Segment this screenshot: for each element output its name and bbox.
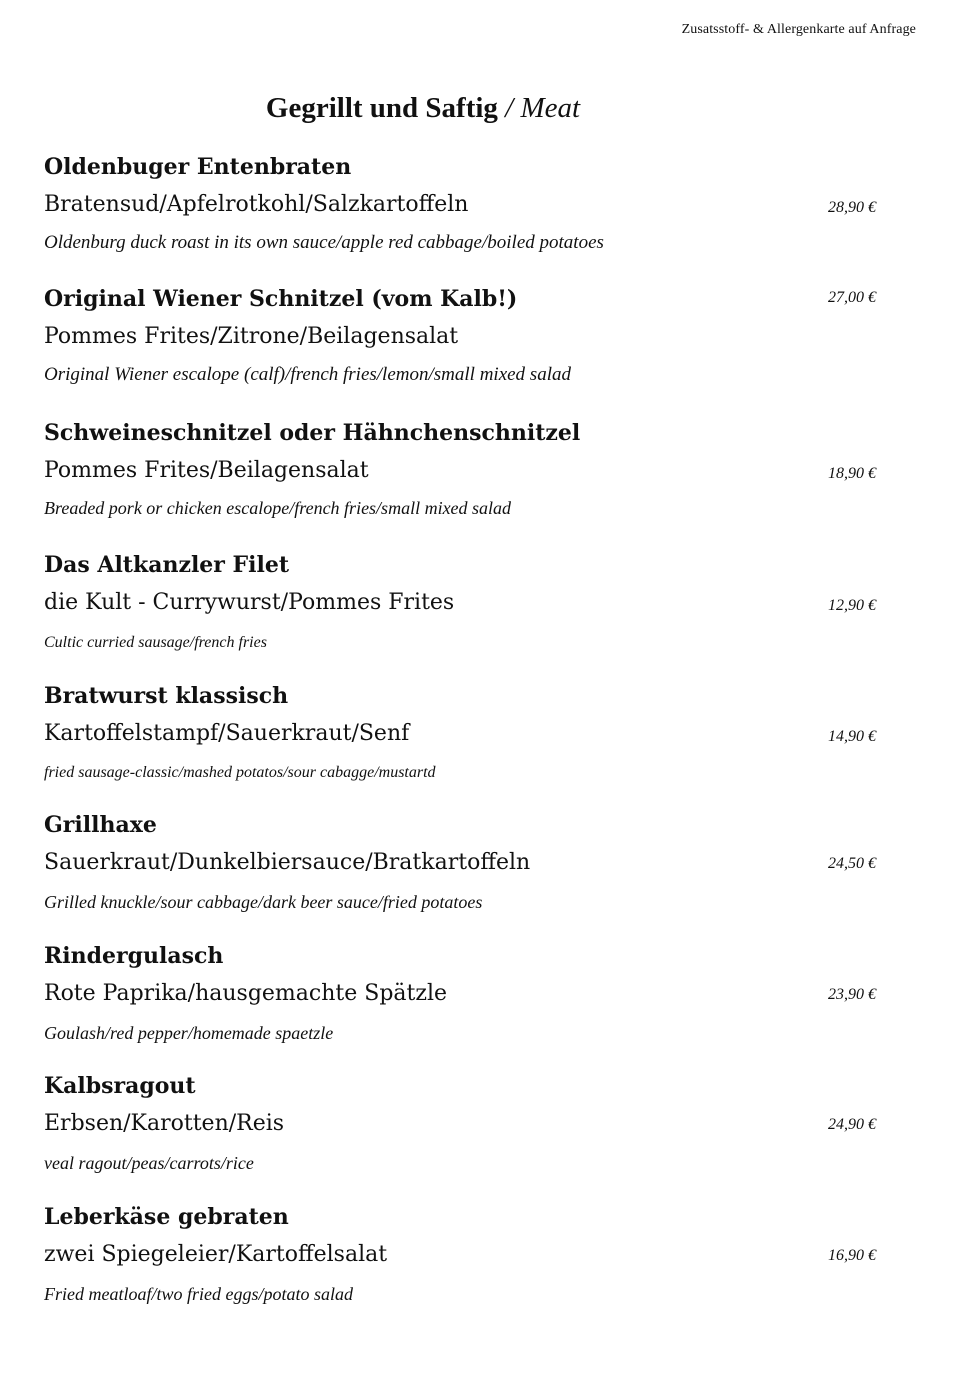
section-title: Gegrillt und Saftig bbox=[265, 92, 498, 124]
dish-name: Oldenbuger Entenbraten bbox=[44, 154, 352, 180]
dish-sides: die Kult - Currywurst/Pommes Frites bbox=[44, 590, 455, 615]
dish-price: 23,90 € bbox=[828, 986, 876, 1003]
dish-price: 18,90 € bbox=[828, 465, 876, 482]
dish-translation: Grilled knuckle/sour cabbage/dark beer sauce/fried potatoes bbox=[44, 892, 483, 912]
menu-item-rindergulasch bbox=[44, 943, 880, 1067]
dish-name: Bratwurst klassisch bbox=[44, 683, 289, 709]
dish-translation: veal ragout/peas/carrots/rice bbox=[44, 1153, 254, 1173]
dish-name: Kalbsragout bbox=[44, 1073, 196, 1099]
dish-name: Original Wiener Schnitzel (vom Kalb!) bbox=[44, 286, 518, 312]
dish-price: 24,90 € bbox=[828, 1116, 876, 1133]
dish-price: 14,90 € bbox=[828, 728, 876, 745]
dish-price: 27,00 € bbox=[828, 289, 876, 306]
menu-item-schweineschnitzel bbox=[44, 420, 880, 544]
menu-item-altkanzler-filet bbox=[44, 552, 880, 676]
page-title bbox=[0, 92, 846, 125]
dish-sides: Pommes Frites/Beilagensalat bbox=[44, 458, 369, 483]
dish-translation: Cultic curried sausage/french fries bbox=[44, 634, 267, 651]
dish-sides: Sauerkraut/Dunkelbiersauce/Bratkartoffeln bbox=[44, 850, 531, 875]
menu-item-leberkaese bbox=[44, 1204, 880, 1328]
section-subtitle: / Meat bbox=[505, 92, 581, 124]
dish-name: Leberkäse gebraten bbox=[44, 1204, 289, 1230]
dish-price: 28,90 € bbox=[828, 199, 876, 216]
menu-item-wiener-schnitzel bbox=[44, 286, 880, 410]
dish-name: Rindergulasch bbox=[44, 943, 224, 969]
dish-translation: Fried meatloaf/two fried eggs/potato salad bbox=[44, 1284, 353, 1304]
dish-sides: Bratensud/Apfelrotkohl/Salzkartoffeln bbox=[44, 192, 469, 217]
menu-item-kalbsragout bbox=[44, 1073, 880, 1197]
dish-price: 16,90 € bbox=[828, 1247, 876, 1264]
dish-translation: Goulash/red pepper/homemade spaetzle bbox=[44, 1023, 334, 1043]
menu-item-grillhaxe bbox=[44, 812, 880, 936]
dish-sides: Kartoffelstampf/Sauerkraut/Senf bbox=[44, 721, 410, 746]
menu-item-entenbraten bbox=[44, 154, 880, 278]
dish-translation: Original Wiener escalope (calf)/french fries/lemon/small mixed salad bbox=[44, 364, 571, 385]
dish-name: Grillhaxe bbox=[44, 812, 157, 838]
dish-name: Das Altkanzler Filet bbox=[44, 552, 290, 578]
dish-sides: zwei Spiegeleier/Kartoffelsalat bbox=[44, 1242, 388, 1267]
menu-item-bratwurst bbox=[44, 683, 880, 807]
allergen-notice: Zusatsstoff- & Allergenkarte auf Anfrage bbox=[681, 22, 916, 37]
dish-translation: Breaded pork or chicken escalope/french fries/small mixed salad bbox=[44, 498, 512, 518]
dish-price: 12,90 € bbox=[828, 597, 876, 614]
dish-sides: Pommes Frites/Zitrone/Beilagensalat bbox=[44, 324, 459, 349]
dish-name: Schweineschnitzel oder Hähnchenschnitzel bbox=[44, 420, 581, 446]
dish-sides: Erbsen/Karotten/Reis bbox=[44, 1111, 285, 1136]
dish-price: 24,50 € bbox=[828, 855, 876, 872]
dish-translation: Oldenburg duck roast in its own sauce/apple red cabbage/boiled potatoes bbox=[44, 232, 604, 253]
dish-translation: fried sausage-classic/mashed potatos/sour cabagge/mustartd bbox=[44, 764, 436, 781]
dish-sides: Rote Paprika/hausgemachte Spätzle bbox=[44, 981, 448, 1006]
